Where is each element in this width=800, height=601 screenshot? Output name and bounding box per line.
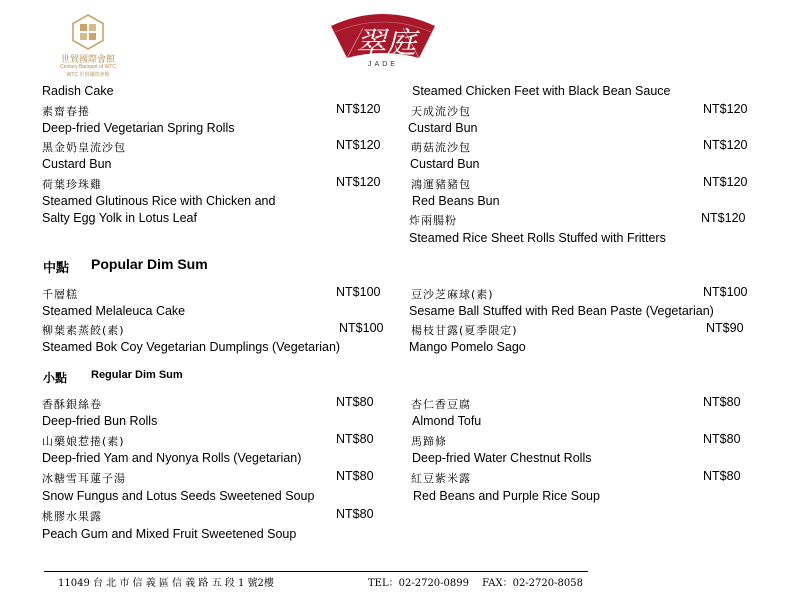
section-popular-zh: 中點 <box>43 261 70 276</box>
regular-right-2-price: NT$80 <box>703 432 741 446</box>
regular-right-1-zh: 杏仁香豆腐 <box>411 398 471 411</box>
right-item-3-price: NT$120 <box>703 138 748 152</box>
right-item-1-en: Steamed Chicken Feet with Black Bean Sauce <box>412 84 671 98</box>
regular-right-3-zh: 紅豆紫米露 <box>411 472 471 485</box>
right-item-2-en: Custard Bun <box>408 121 478 135</box>
regular-left-2-price: NT$80 <box>336 432 374 446</box>
right-item-2-zh: 天成流沙包 <box>411 105 471 118</box>
regular-right-2-en: Deep-fried Water Chestnut Rolls <box>412 451 592 465</box>
right-item-5-price: NT$120 <box>701 211 746 225</box>
restaurant-logo <box>327 10 439 74</box>
left-item-1-en: Radish Cake <box>42 84 114 98</box>
popular-left-2-zh: 柳葉素蒸餃(素) <box>42 324 125 337</box>
popular-right-2-zh: 楊枝甘露(夏季限定) <box>411 324 518 337</box>
left-item-2-zh: 素齋春捲 <box>42 105 90 118</box>
section-regular-zh: 小點 <box>43 371 68 385</box>
regular-left-1-price: NT$80 <box>336 395 374 409</box>
regular-right-3-en: Red Beans and Purple Rice Soup <box>413 489 600 503</box>
popular-right-2-price: NT$90 <box>706 321 744 335</box>
venue-logo-name: 世貿國際會館 <box>60 55 115 65</box>
regular-left-3-zh: 冰糖雪耳蓮子湯 <box>42 472 126 485</box>
section-popular-en: Popular Dim Sum <box>91 256 208 272</box>
regular-left-3-price: NT$80 <box>336 469 374 483</box>
regular-left-3-en: Snow Fungus and Lotus Seeds Sweetened Soup <box>42 489 315 503</box>
regular-left-1-zh: 香酥銀絲卷 <box>42 398 102 411</box>
popular-right-2-en: Mango Pomelo Sago <box>409 340 526 354</box>
footer-divider <box>44 571 588 572</box>
regular-left-4-price: NT$80 <box>336 507 374 521</box>
regular-right-3-price: NT$80 <box>703 469 741 483</box>
footer-contact: TEL：02-2720-0899 FAX：02-2720-8058 <box>368 578 583 589</box>
popular-left-1-zh: 千層糕 <box>42 288 78 301</box>
popular-left-1-en: Steamed Melaleuca Cake <box>42 304 186 318</box>
right-item-2-price: NT$120 <box>703 102 748 116</box>
regular-left-2-en: Deep-fried Yam and Nyonya Rolls (Vegetarian) <box>42 451 302 465</box>
regular-left-1-en: Deep-fried Bun Rolls <box>42 414 158 428</box>
regular-left-4-en: Peach Gum and Mixed Fruit Sweetened Soup <box>42 527 297 541</box>
left-item-4-en: Steamed Glutinous Rice with Chicken and <box>42 194 276 208</box>
popular-left-1-price: NT$100 <box>336 285 381 299</box>
section-regular-en: Regular Dim Sum <box>91 369 183 381</box>
right-item-3-zh: 萌菇流沙包 <box>411 141 471 154</box>
popular-right-1-price: NT$100 <box>703 285 748 299</box>
restaurant-logo-latin: JADE <box>368 61 398 68</box>
left-item-4-zh: 荷葉珍珠雞 <box>42 178 102 191</box>
regular-left-2-zh: 山藥娘惹捲(素) <box>42 435 125 448</box>
regular-left-4-zh: 桃膠水果露 <box>42 510 102 523</box>
right-item-4-zh: 鴻運豬豬包 <box>411 178 471 191</box>
lattice-emblem-icon <box>70 14 106 50</box>
right-item-3-en: Custard Bun <box>410 157 480 171</box>
right-item-4-price: NT$120 <box>703 175 748 189</box>
left-item-2-en: Deep-fried Vegetarian Spring Rolls <box>42 121 235 135</box>
left-item-2-price: NT$120 <box>336 102 381 116</box>
regular-right-1-en: Almond Tofu <box>412 414 482 428</box>
venue-logo <box>52 14 124 80</box>
popular-right-1-en: Sesame Ball Stuffed with Red Bean Paste (Vegetarian) <box>409 304 714 318</box>
footer-address: 11049 台 北 市 信 義 區 信 義 路 五 段 1 號2樓 <box>58 578 274 589</box>
right-item-5-en: Steamed Rice Sheet Rolls Stuffed with Fritters <box>409 231 666 245</box>
left-item-3-price: NT$120 <box>336 138 381 152</box>
venue-logo-subtitle: Century Banquet of WTC <box>60 64 116 70</box>
regular-right-2-zh: 馬蹄條 <box>411 435 447 448</box>
venue-logo-tagline: WTC 世貿國際會館 <box>66 72 110 78</box>
right-item-5-zh: 炸兩腸粉 <box>409 214 457 227</box>
popular-right-1-zh: 豆沙芝麻球(素) <box>411 288 494 301</box>
popular-left-2-price: NT$100 <box>339 321 384 335</box>
restaurant-logo-name: 翠庭 <box>356 26 416 61</box>
left-item-3-zh: 黑金奶皇流沙包 <box>42 141 126 154</box>
left-item-4-en-line2: Salty Egg Yolk in Lotus Leaf <box>42 211 197 225</box>
regular-right-1-price: NT$80 <box>703 395 741 409</box>
left-item-3-en: Custard Bun <box>42 157 112 171</box>
left-item-4-price: NT$120 <box>336 175 381 189</box>
right-item-4-en: Red Beans Bun <box>412 194 500 208</box>
popular-left-2-en: Steamed Bok Coy Vegetarian Dumplings (Vegetarian) <box>42 340 341 354</box>
